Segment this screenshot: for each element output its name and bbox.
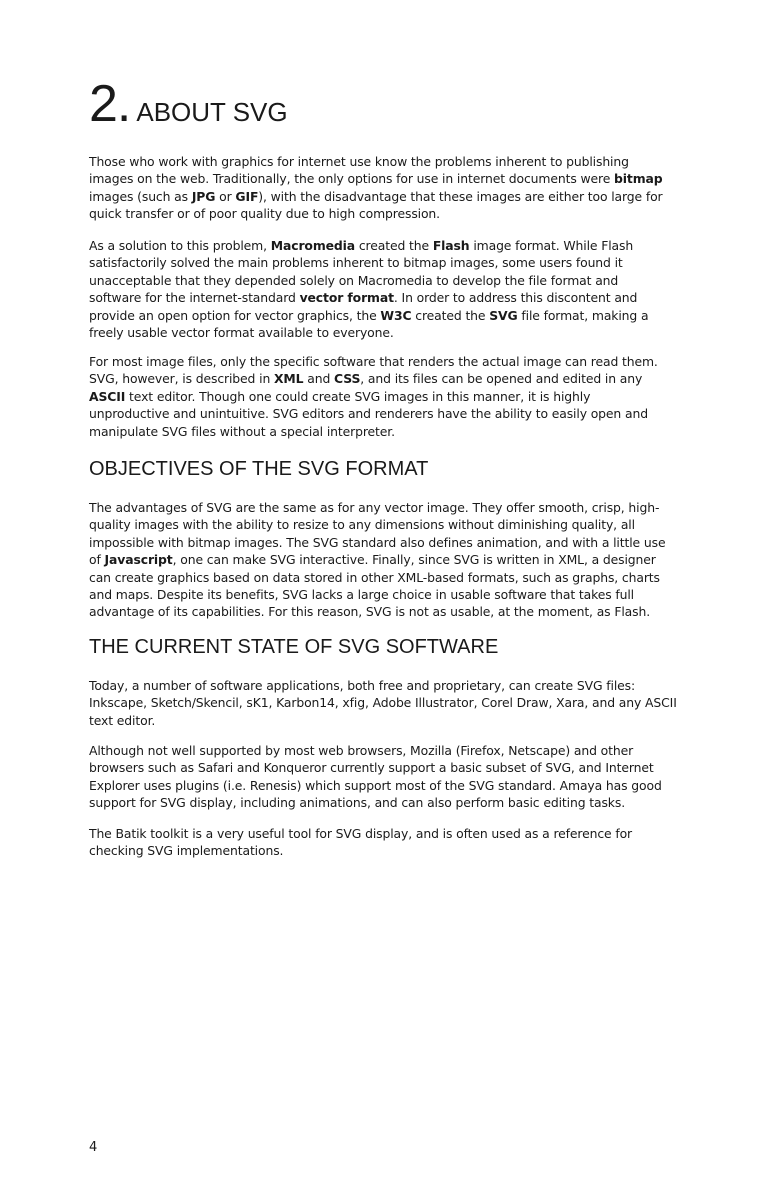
bold-term: SVG — [489, 307, 518, 323]
text-line — [89, 188, 663, 205]
text-run: impossible with bitmap images. The SVG standard also defines animation, and with a little use — [89, 534, 666, 550]
text-run: of — [89, 552, 105, 568]
text-run: Although not well supported by most web browsers, Mozilla (Firefox, Netscape) and other — [89, 743, 634, 758]
text-run: , and its files can be opened and edited in any — [360, 371, 643, 387]
text-line — [89, 370, 658, 387]
text-run: and — [303, 371, 335, 387]
text-line — [89, 205, 663, 222]
flash-paragraph — [89, 237, 648, 341]
text-run: unacceptable that they depended solely on Macromedia to develop the file format and — [89, 272, 619, 288]
text-run: file format, making a — [517, 307, 649, 323]
text-run: quick transfer or of poor quality due to high compression. — [89, 206, 440, 222]
text-run: satisfactorily solved the main problems inherent to bitmap images, some users found it — [89, 255, 623, 271]
text-run: As a solution to this problem, — [89, 238, 271, 253]
bold-term: W3C — [380, 307, 412, 323]
bold-term: vector format — [299, 290, 394, 306]
text-line — [89, 759, 662, 776]
text-line — [89, 534, 665, 551]
text-run: ), with the disadvantage that these images are either too large for — [258, 188, 663, 204]
text-run: Explorer uses plugins (i.e. Renesis) which support most of the SVG standard. Amaya has good — [89, 777, 662, 793]
text-run: checking SVG implementations. — [89, 843, 284, 859]
text-run: image format. While Flash — [469, 238, 634, 253]
text-line — [89, 677, 677, 694]
text-run: support for SVG display, including animations, and can also perform basic editing tasks. — [89, 795, 626, 811]
text-line — [89, 586, 665, 603]
bold-term: Javascript — [104, 552, 173, 568]
text-run: software for the internet-standard — [89, 290, 300, 306]
text-line — [89, 694, 677, 711]
text-run: Today, a number of software applications, both free and proprietary, can create SVG files: — [89, 678, 636, 693]
software-list-paragraph — [89, 677, 677, 729]
bold-term: Flash — [432, 238, 470, 253]
text-run: The Batik toolkit is a very useful tool for SVG display, and is often used as a reference for — [89, 826, 633, 841]
text-run: Those who work with graphics for internet use know the problems inherent to publishing — [89, 154, 629, 169]
bold-term: ASCII — [89, 388, 126, 404]
text-line — [89, 324, 648, 341]
text-run: manipulate SVG files without a special interpreter. — [89, 423, 395, 439]
text-line — [89, 603, 665, 620]
text-line — [89, 405, 658, 422]
section-heading-current-state: THE CURRENT STATE OF SVG SOFTWARE — [89, 636, 499, 658]
text-line — [89, 307, 648, 324]
text-line — [89, 569, 665, 586]
text-line — [89, 254, 648, 271]
browser-support-paragraph — [89, 742, 662, 812]
bold-term: XML — [274, 371, 304, 387]
text-line — [89, 551, 665, 568]
text-run: can create graphics based on data stored in other XML-based formats, such as graphs, charts — [89, 569, 660, 585]
bold-term: bitmap — [614, 171, 663, 187]
text-run: SVG, however, is described in — [89, 371, 274, 387]
text-run: . In order to address this discontent and — [393, 290, 638, 306]
text-run: and maps. Despite its benefits, SVG lacks a large choice in usable software that takes full — [89, 586, 634, 602]
text-run: provide an open option for vector graphics, the — [89, 307, 381, 323]
bold-term: JPG — [191, 188, 216, 204]
text-line — [89, 742, 662, 759]
text-run: unproductive and unintuitive. SVG editors and renderers have the ability to easily open and — [89, 406, 648, 422]
intro-paragraph — [89, 153, 663, 223]
xml-paragraph — [89, 353, 658, 440]
text-line — [89, 353, 658, 370]
text-run: or — [215, 188, 236, 204]
text-line — [89, 289, 648, 306]
page-number: 4 — [89, 1140, 98, 1155]
text-line — [89, 237, 648, 254]
text-line — [89, 794, 662, 811]
text-run: browsers such as Safari and Konqueror currently support a basic subset of SVG, and Internet — [89, 760, 654, 776]
text-run: images (such as — [89, 188, 192, 204]
text-run: quality images with the ability to resize to any dimensions without diminishing quality, all — [89, 517, 635, 533]
text-line — [89, 842, 632, 859]
chapter-number: 2. — [89, 75, 131, 133]
text-line — [89, 516, 665, 533]
text-line — [89, 170, 663, 187]
chapter-heading — [89, 75, 288, 133]
text-run: Inkscape, Sketch/Skencil, sK1, Karbon14, xfig, Adobe Illustrator, Corel Draw, Xara, and any ASCII — [89, 695, 677, 711]
section-heading-objectives: OBJECTIVES OF THE SVG FORMAT — [89, 458, 429, 480]
text-line — [89, 825, 632, 842]
text-run: images on the web. Traditionally, the only options for use in internet documents were — [89, 171, 615, 187]
text-line — [89, 153, 663, 170]
text-run: created the — [355, 238, 433, 253]
text-line — [89, 272, 648, 289]
objectives-paragraph — [89, 499, 665, 621]
text-line — [89, 712, 677, 729]
text-run: freely usable vector format available to everyone. — [89, 324, 394, 340]
chapter-title: ABOUT SVG — [136, 97, 288, 127]
text-run: text editor. — [89, 712, 156, 728]
text-run: created the — [411, 307, 490, 323]
text-run: The advantages of SVG are the same as for any vector image. They offer smooth, crisp, high- — [89, 500, 660, 515]
text-run: advantage of its capabilities. For this reason, SVG is not as usable, at the moment, as Flash. — [89, 604, 651, 620]
text-line — [89, 423, 658, 440]
text-line — [89, 777, 662, 794]
text-line — [89, 499, 665, 516]
batik-paragraph — [89, 825, 632, 860]
bold-term: CSS — [334, 371, 361, 387]
bold-term: Macromedia — [270, 238, 356, 253]
text-run: For most image files, only the specific software that renders the actual image can read them. — [89, 354, 658, 369]
text-run: , one can make SVG interactive. Finally, since SVG is written in XML, a designer — [172, 552, 656, 568]
bold-term: GIF — [235, 188, 259, 204]
text-line — [89, 388, 658, 405]
text-run: text editor. Though one could create SVG images in this manner, it is highly — [125, 388, 591, 404]
